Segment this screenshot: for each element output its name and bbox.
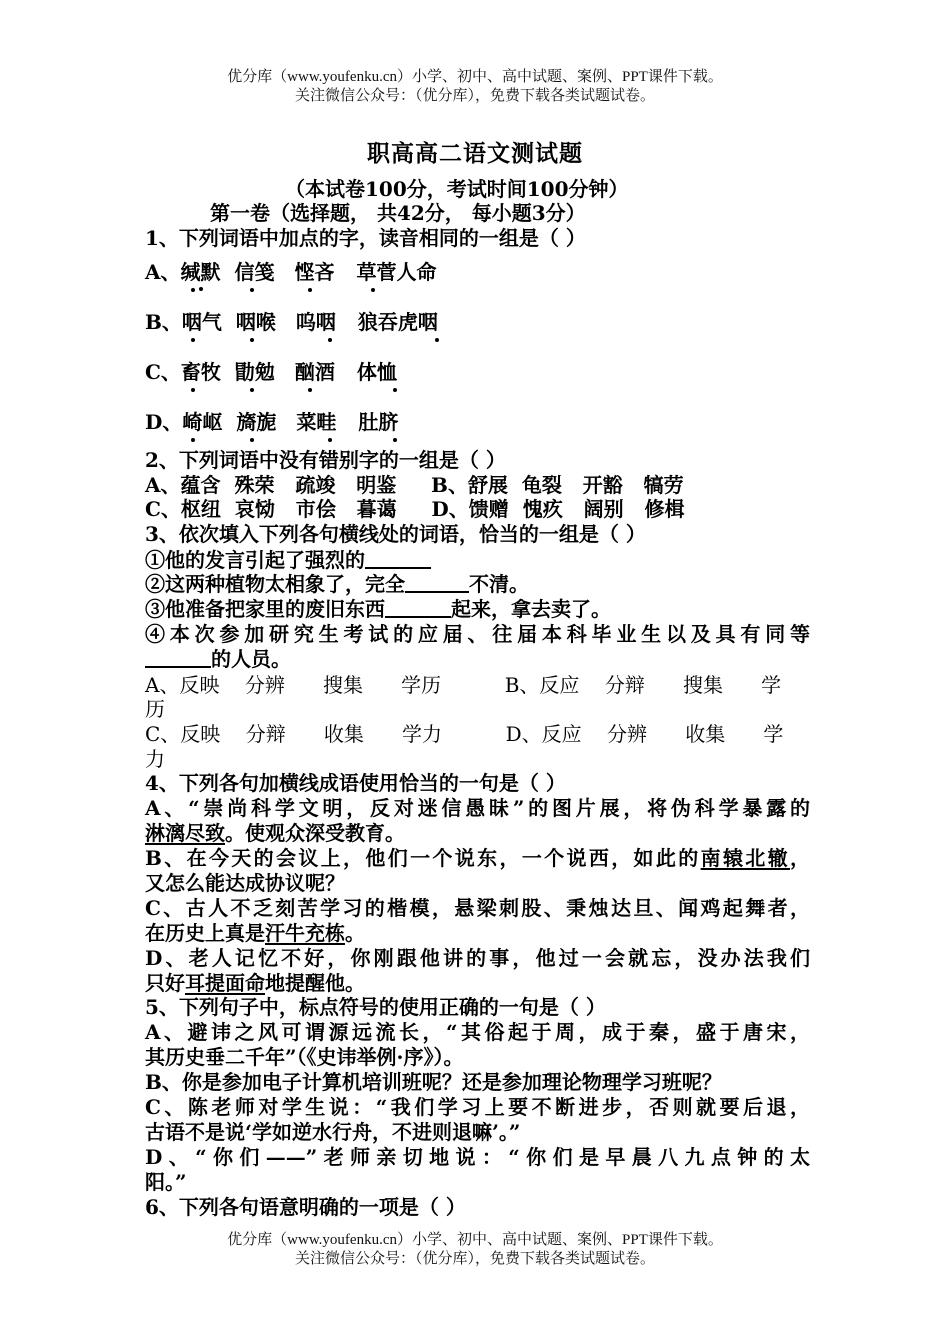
fill-blank: [385, 598, 451, 618]
sentence-text: 的人员。: [211, 647, 291, 671]
sentence-text: 。使观众深受教育。: [225, 821, 405, 845]
underlined-idiom: 汗牛充栋: [265, 921, 345, 945]
sentence-text: 。: [345, 921, 365, 945]
word: 草菅人命: [356, 260, 437, 284]
emphasis-dot: [250, 288, 254, 292]
section-heading: 第一卷（选择题， 共42分， 每小题3分）: [210, 201, 586, 225]
header-line-2: 关注微信公众号：（优分库），免费下载各类试题试卷。: [294, 88, 655, 104]
emphasis-dot: [328, 338, 332, 342]
question-3-options-cd-cont: 力: [145, 747, 165, 771]
question-4-option-b: [145, 846, 810, 870]
question-3-options-ab: A、反映 分辨 搜集 学历 B、反应 分辩 搜集 学: [145, 673, 782, 697]
question-4-option-c-cont: [145, 921, 365, 945]
footer-line-2: 关注微信公众号：（优分库），免费下载各类试题试卷。: [294, 1251, 655, 1267]
question-5-option-b: B、你是参加电子计算机培训班呢？还是参加理论物理学习班呢？: [145, 1070, 722, 1094]
emphasis-dot: [328, 438, 332, 442]
dotted-word: 缄默: [180, 260, 221, 284]
word: 信笺: [234, 260, 275, 284]
underlined-idiom: 淋漓尽致: [145, 821, 225, 845]
page-title: 职高高二语文测试题: [367, 140, 583, 167]
exam-subtitle: （本试卷100分，考试时间100分钟）: [285, 177, 629, 201]
question-3-options-cd: C、反映 分辩 收集 学力 D、反应 分辨 收集 学: [145, 722, 784, 746]
word: 咽气: [181, 310, 222, 334]
emphasis-dot: [250, 438, 254, 442]
emphasis-dot: [191, 438, 195, 442]
question-5-option-a-cont: 其历史垂二千年”（《史讳举例·序》）。: [145, 1045, 464, 1069]
sentence-text: ①他的发言引起了强烈的: [145, 548, 365, 572]
word: 呜咽: [295, 310, 336, 334]
word: 畜牧: [180, 360, 221, 384]
emphasis-dot: [393, 388, 397, 392]
fill-blank: [365, 549, 431, 569]
fill-blank: [405, 573, 469, 593]
question-3-options-ab-cont: 历: [145, 697, 165, 721]
sentence-text: 在历史上真是: [145, 921, 265, 945]
option-label: A、: [145, 260, 181, 284]
question-4-option-d-cont: [145, 971, 365, 995]
word: 肚脐: [358, 410, 399, 434]
sentence-text: 地提醒他。: [265, 971, 365, 995]
question-1-stem: 1、下列词语中加点的字，读音相同的一组是（ ）: [145, 226, 586, 250]
word: 勖勉: [234, 360, 275, 384]
footer-line-1: 优分库（www.youfenku.cn）小学、初中、高中试题、案例、PPT课件下载。: [227, 1232, 723, 1248]
emphasis-dot: [250, 388, 254, 392]
emphasis-dot: [191, 338, 195, 342]
sentence-text: 不清。: [469, 572, 529, 596]
sentence-text: ③他准备把家里的废旧东西: [145, 597, 385, 621]
question-5-option-d-cont: 阳。”: [145, 1170, 187, 1194]
question-6-stem: 6、下列各句语意明确的一项是（ ）: [145, 1195, 466, 1219]
emphasis-dot: [435, 338, 439, 342]
emphasis-dot: [191, 388, 195, 392]
question-4-option-c: C、古人不乏刻苦学习的楷模，悬梁刺股、秉烛达旦、闻鸡起舞者，: [145, 896, 810, 920]
underlined-idiom: 南辕北辙: [700, 846, 791, 870]
word: 旖旎: [236, 410, 277, 434]
question-3-sentence-4-cont: [145, 647, 291, 671]
question-4-option-b-cont: 又怎么能达成协议呢？: [145, 871, 345, 895]
question-1-option-d: [145, 410, 398, 434]
sentence-text: B、在今天的会议上，他们一个说东，一个说西，如此的: [145, 846, 701, 870]
question-4-stem: 4、下列各句加横线成语使用恰当的一句是（ ）: [145, 771, 566, 795]
question-3-sentence-3: [145, 597, 611, 621]
question-1-option-b: [145, 310, 438, 334]
word: 菜畦: [296, 410, 337, 434]
question-4-option-d: D、老人记忆不好，你刚跟他讲的事，他过一会就忘，没办法我们: [145, 946, 810, 970]
word: 崎岖: [182, 410, 223, 434]
word: 咽喉: [235, 310, 276, 334]
question-3-stem: 3、依次填入下列各句横线处的词语，恰当的一组是（ ）: [145, 522, 646, 546]
question-2-stem: 2、下列词语中没有错别字的一组是（ ）: [145, 448, 506, 472]
question-4-option-a-cont: [145, 821, 405, 845]
emphasis-dot: [191, 288, 195, 292]
question-3-sentence-4: ④本次参加研究生考试的应届、往届本科毕业生以及具有同等: [145, 622, 810, 646]
question-2-options-ab: A、蕴含 殊荣 疏竣 明鉴 B、舒展 龟裂 开豁 犒劳: [145, 473, 684, 497]
question-5-option-a: A、避讳之风可谓源远流长，“其俗起于周，成于秦，盛于唐宋，: [145, 1020, 810, 1044]
word: 悭吝: [294, 260, 335, 284]
question-3-sentence-1: [145, 548, 431, 572]
question-5-stem: 5、下列句子中，标点符号的使用正确的一句是（ ）: [145, 995, 606, 1019]
question-3-sentence-2: [145, 572, 529, 596]
sentence-text: 起来，拿去卖了。: [451, 597, 611, 621]
header-line-1: 优分库（www.youfenku.cn）小学、初中、高中试题、案例、PPT课件下载。: [227, 69, 723, 85]
emphasis-dot: [308, 388, 312, 392]
emphasis-dot: [308, 288, 312, 292]
word: 酗酒: [294, 360, 335, 384]
sentence-text: ，: [790, 846, 811, 870]
question-1-option-a: [145, 260, 437, 284]
emphasis-dot: [250, 338, 254, 342]
option-label: D、: [145, 410, 183, 434]
question-5-option-c-cont: 古语不是说‘学如逆水行舟，不进则退嘛’。”: [145, 1120, 521, 1144]
word: 狼吞虎咽: [357, 310, 438, 334]
emphasis-dot: [371, 288, 375, 292]
option-label: B、: [145, 310, 182, 334]
emphasis-dot: [393, 438, 397, 442]
question-5-option-c: C、陈老师对学生说：“我们学习上要不断进步，否则就要后退，: [145, 1095, 810, 1119]
question-2-options-cd: C、枢纽 哀恸 市侩 暮蔼 D、馈赠 愧疚 阔别 修楫: [145, 497, 685, 521]
word: 体恤: [356, 360, 397, 384]
question-1-option-c: [145, 360, 397, 384]
question-5-option-d: D、“你们——”老师亲切地说：“你们是早晨八九点钟的太: [145, 1145, 810, 1169]
option-label: C、: [145, 360, 181, 384]
question-4-option-a: A、“崇尚科学文明，反对迷信愚昧”的图片展，将伪科学暴露的: [145, 796, 810, 820]
underlined-idiom: 耳提面命: [185, 971, 265, 995]
sentence-text: ②这两种植物太相象了，完全: [145, 572, 405, 596]
sentence-text: 只好: [145, 971, 185, 995]
fill-blank: [145, 648, 211, 668]
